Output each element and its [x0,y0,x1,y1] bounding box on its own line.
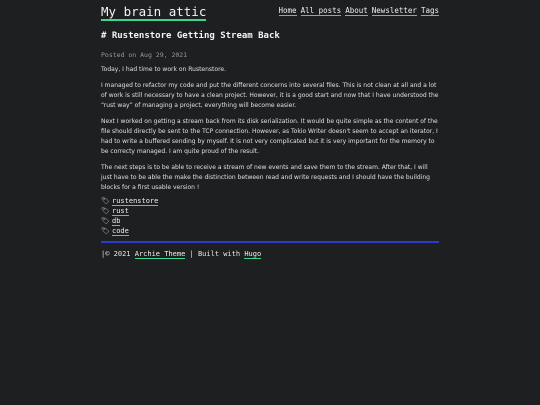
post-content [101,65,439,199]
site-footer [101,250,261,258]
tag-icon: 🏷 [101,207,110,215]
tag-item [101,206,158,216]
page-wrapper [101,0,439,258]
archie-theme-link[interactable]: Archie Theme [134,250,186,258]
tag-list [101,196,158,236]
tag-item [101,216,158,226]
hugo-link[interactable]: Hugo [244,250,262,258]
tag-item [101,226,158,236]
tag-icon: 🏷 [101,227,110,235]
nav-newsletter[interactable]: Newsletter [371,6,417,15]
footer-divider [101,241,439,243]
post-paragraph: Next I worked on getting a stream back from its disk serialization. It would be quite simple as the content of the file should directly be sent to the TCP connection. However, as Tokio Writer doesn't seem to accept an iterator, I had to write a buffered sending by myself. It is not very complicated but it is very important for the memory to be correcty managed. I am quite proud of the result. [101,118,438,155]
copyright-text: |© 2021 [101,250,131,258]
nav-home[interactable]: Home [278,6,297,15]
tag-icon: 🏷 [101,197,110,205]
tag-icon: 🏷 [101,217,110,225]
nav-about[interactable]: About [345,6,368,15]
tag-item [101,196,158,206]
post-title: # Rustenstore Getting Stream Back [101,31,280,41]
post-paragraph: The next steps is to be able to receive a stream of new events and save them to the stream. After that, I will just have to be able the make the distinction between read and write requests and I should have the building blocks for a first usable version ! [101,164,430,191]
tag-link-code[interactable]: code [112,226,129,235]
built-with-text: | Built with [189,250,241,258]
main-nav [275,6,440,16]
tag-link-rustenstore[interactable]: rustenstore [112,196,159,205]
post-date: Posted on Aug 29, 2021 [101,51,188,59]
nav-all-posts[interactable]: All posts [300,6,342,15]
site-logo-link[interactable]: My brain attic [101,4,207,19]
post-paragraph: Today, I had time to work on Rustenstore. [101,66,226,73]
tag-link-db[interactable]: db [112,216,121,225]
post-paragraph: I managed to refactor my code and put the different concerns into several files. This is not clean at all and a lot of work is still necessary to have a clean project. However, it is a good start and now that I have understood the “rust way” of managing a project, everything will become easier. [101,82,439,109]
nav-tags[interactable]: Tags [420,6,439,15]
tag-link-rust[interactable]: rust [112,206,129,215]
